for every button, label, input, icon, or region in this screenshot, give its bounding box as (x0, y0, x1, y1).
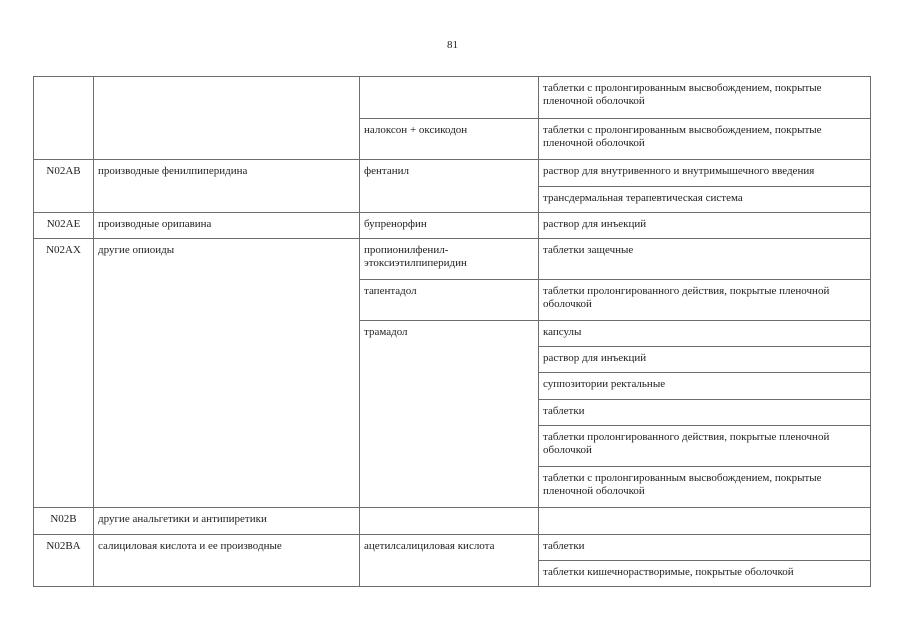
pharm-group-cell: производные орипавина (94, 213, 360, 239)
pharm-group-cell: другие опиоиды (94, 239, 360, 508)
dosage-form-cell: таблетки защечные (539, 239, 871, 280)
drug-name-cell (360, 77, 539, 119)
table-row (34, 508, 871, 535)
pharm-group-cell: производные фенилпиперидина (94, 160, 360, 213)
dosage-form-cell: таблетки (539, 535, 871, 561)
dosage-form-cell: трансдермальная терапевтическая система (539, 187, 871, 213)
dosage-form-cell: капсулы (539, 321, 871, 347)
dosage-form-cell: раствор для инъекций (539, 347, 871, 373)
atc-code-cell: N02BA (34, 535, 94, 587)
pharm-group-cell: другие анальгетики и антипиретики (94, 508, 360, 535)
drug-name-cell: тапентадол (360, 280, 539, 321)
atc-code-cell: N02AE (34, 213, 94, 239)
drug-name-cell: фентанил (360, 160, 539, 213)
drug-table (33, 76, 871, 587)
dosage-form-cell: таблетки пролонгированного действия, покрытые пленочной оболочкой (539, 426, 871, 467)
table-row (34, 239, 871, 280)
dosage-form-cell: таблетки с пролонгированным высвобождением, покрытые пленочной оболочкой (539, 77, 871, 119)
table-row (34, 77, 871, 119)
pharm-group-cell: салициловая кислота и ее производные (94, 535, 360, 587)
table-row (34, 213, 871, 239)
drug-name-cell: налоксон + оксикодон (360, 119, 539, 160)
atc-code-cell (34, 77, 94, 160)
drug-name-cell: ацетилсалициловая кислота (360, 535, 539, 587)
atc-code-cell: N02AX (34, 239, 94, 508)
dosage-form-cell: таблетки с пролонгированным высвобождением, покрытые пленочной оболочкой (539, 119, 871, 160)
atc-code-cell: N02AB (34, 160, 94, 213)
dosage-form-cell: таблетки (539, 400, 871, 426)
drug-name-cell: бупренорфин (360, 213, 539, 239)
page-number: 81 (447, 39, 458, 51)
dosage-form-cell: таблетки с пролонгированным высвобождением, покрытые пленочной оболочкой (539, 467, 871, 508)
table-row (34, 535, 871, 561)
dosage-form-cell: суппозитории ректальные (539, 373, 871, 400)
table-row (34, 160, 871, 187)
dosage-form-cell: таблетки кишечнорастворимые, покрытые оболочкой (539, 561, 871, 587)
atc-code-cell: N02B (34, 508, 94, 535)
drug-name-cell: трамадол (360, 321, 539, 508)
dosage-form-cell (539, 508, 871, 535)
drug-name-cell: пропионилфенил-этоксиэтилпиперидин (360, 239, 539, 280)
dosage-form-cell: раствор для инъекций (539, 213, 871, 239)
pharm-group-cell (94, 77, 360, 160)
drug-name-cell (360, 508, 539, 535)
dosage-form-cell: таблетки пролонгированного действия, покрытые пленочной оболочкой (539, 280, 871, 321)
dosage-form-cell: раствор для внутривенного и внутримышечного введения (539, 160, 871, 187)
